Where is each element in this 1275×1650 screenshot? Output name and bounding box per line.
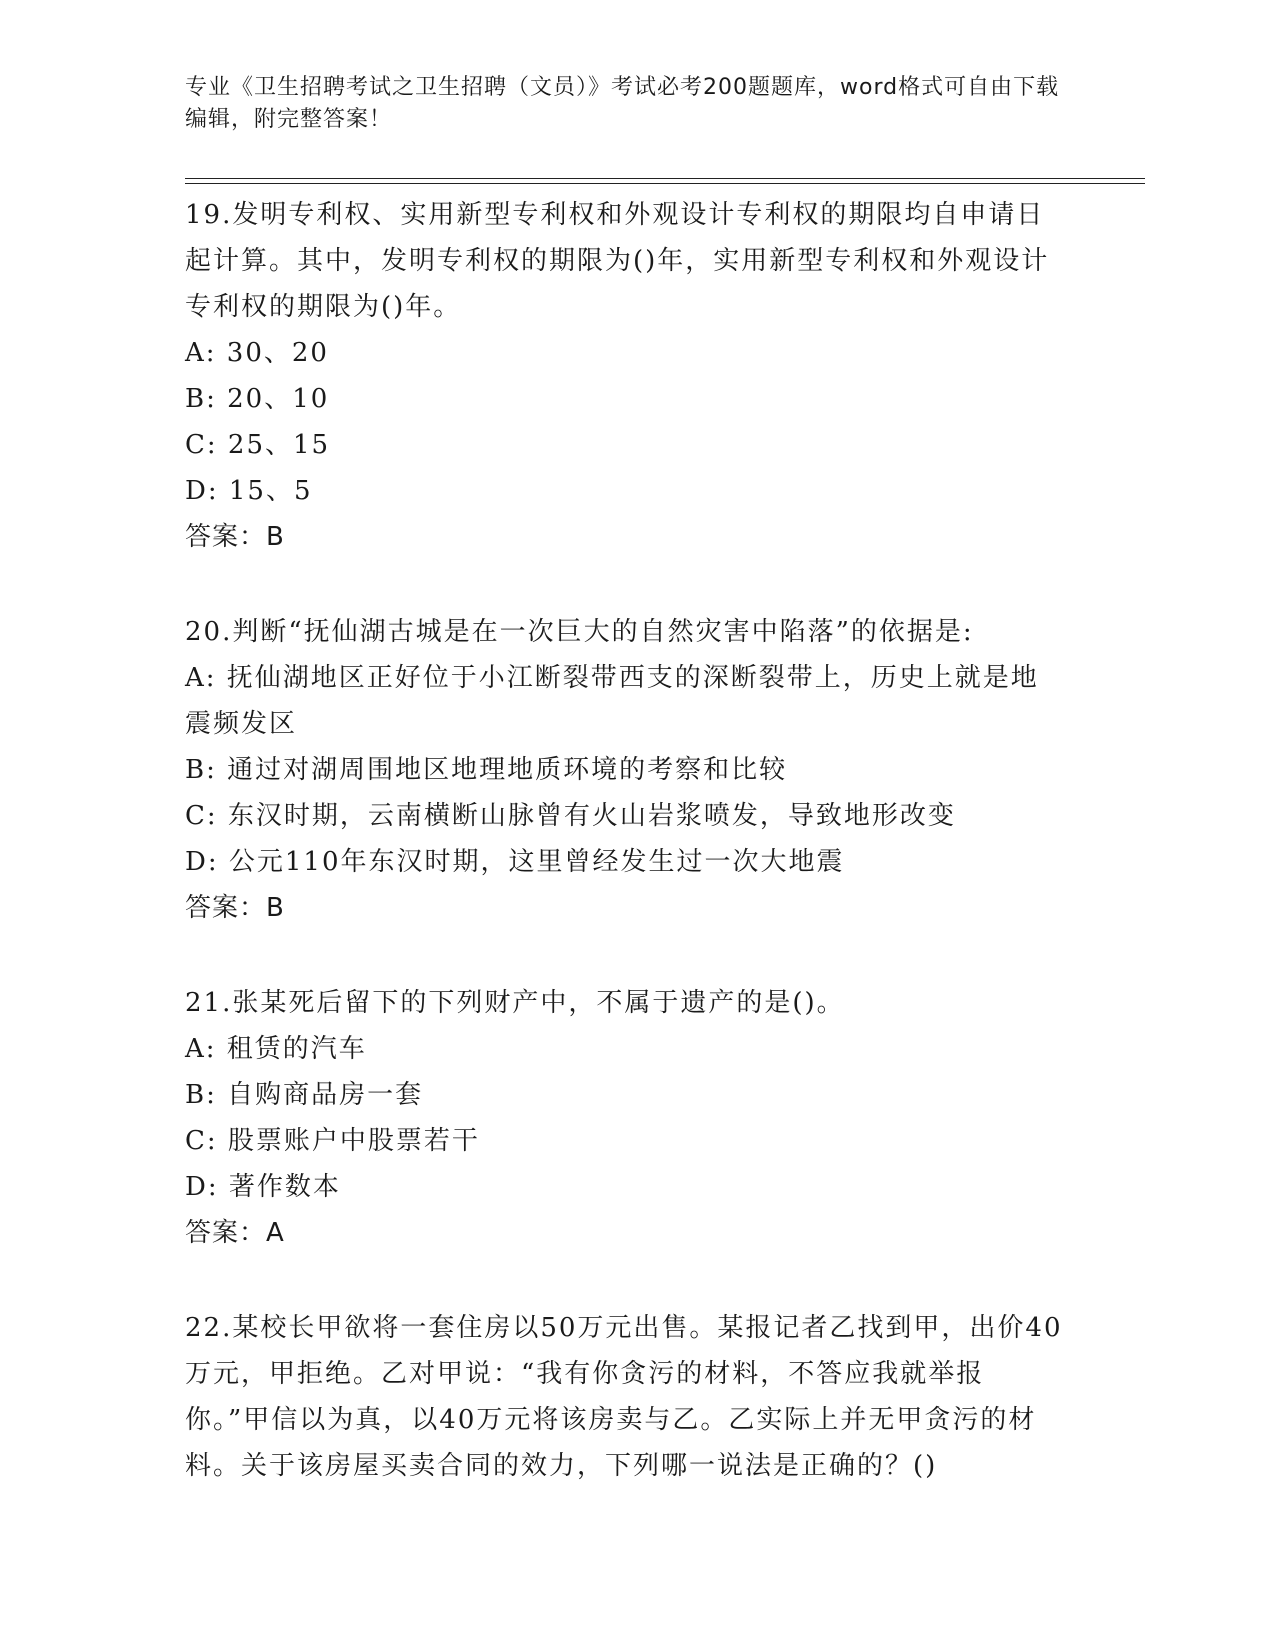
option-a: A: 抚仙湖地区正好位于小江断裂带西支的深断裂带上，历史上就是地震频发区 (185, 663, 1039, 739)
option-d: D: 公元110年东汉时期，这里曾经发生过一次大地震 (185, 847, 845, 877)
page-header: 专业《卫生招聘考试之卫生招聘（文员）》考试必考200题题库，word格式可自由下载编辑，附完整答案！ (185, 75, 1060, 132)
question-text: 20.判断“抚仙湖古城是在一次巨大的自然灾害中陷落”的依据是: (185, 617, 974, 647)
option-a: A: 30、20 (185, 338, 329, 368)
answer-line: 答案：B (185, 522, 285, 552)
option-c: C: 25、15 (185, 430, 331, 460)
option-d: D: 著作数本 (185, 1172, 341, 1202)
option-b: B: 通过对湖周围地区地理地质环境的考察和比较 (185, 755, 788, 785)
question-21 (185, 980, 1065, 1256)
option-b: B: 自购商品房一套 (185, 1080, 424, 1110)
answer-line: 答案：A (185, 1218, 285, 1248)
header-rule-bottom (185, 183, 1145, 184)
option-d: D: 15、5 (185, 476, 313, 506)
question-text: 19.发明专利权、实用新型专利权和外观设计专利权的期限均自申请日起计算。其中，发明专利权的期限为()年，实用新型专利权和外观设计专利权的期限为()年。 (185, 200, 1050, 322)
question-20 (185, 609, 1065, 931)
question-text: 21.张某死后留下的下列财产中，不属于遗产的是()。 (185, 988, 845, 1018)
option-c: C: 股票账户中股票若干 (185, 1126, 480, 1156)
option-c: C: 东汉时期，云南横断山脉曾有火山岩浆喷发，导致地形改变 (185, 801, 956, 831)
option-a: A: 租赁的汽车 (185, 1034, 367, 1064)
question-list (185, 192, 1065, 1538)
question-text: 22.某校长甲欲将一套住房以50万元出售。某报记者乙找到甲，出价40万元，甲拒绝。乙对甲说：“我有你贪污的材料，不答应我就举报你。”甲信以为真，以40万元将该房卖与乙。乙实际上并无甲贪污的材料。关于该房屋买卖合同的效力，下列哪一说法是正确的？() (185, 1313, 1063, 1481)
question-19 (185, 192, 1065, 560)
answer-line: 答案：B (185, 893, 285, 923)
option-b: B: 20、10 (185, 384, 330, 414)
header-rule-top (185, 178, 1145, 179)
question-22 (185, 1305, 1065, 1489)
